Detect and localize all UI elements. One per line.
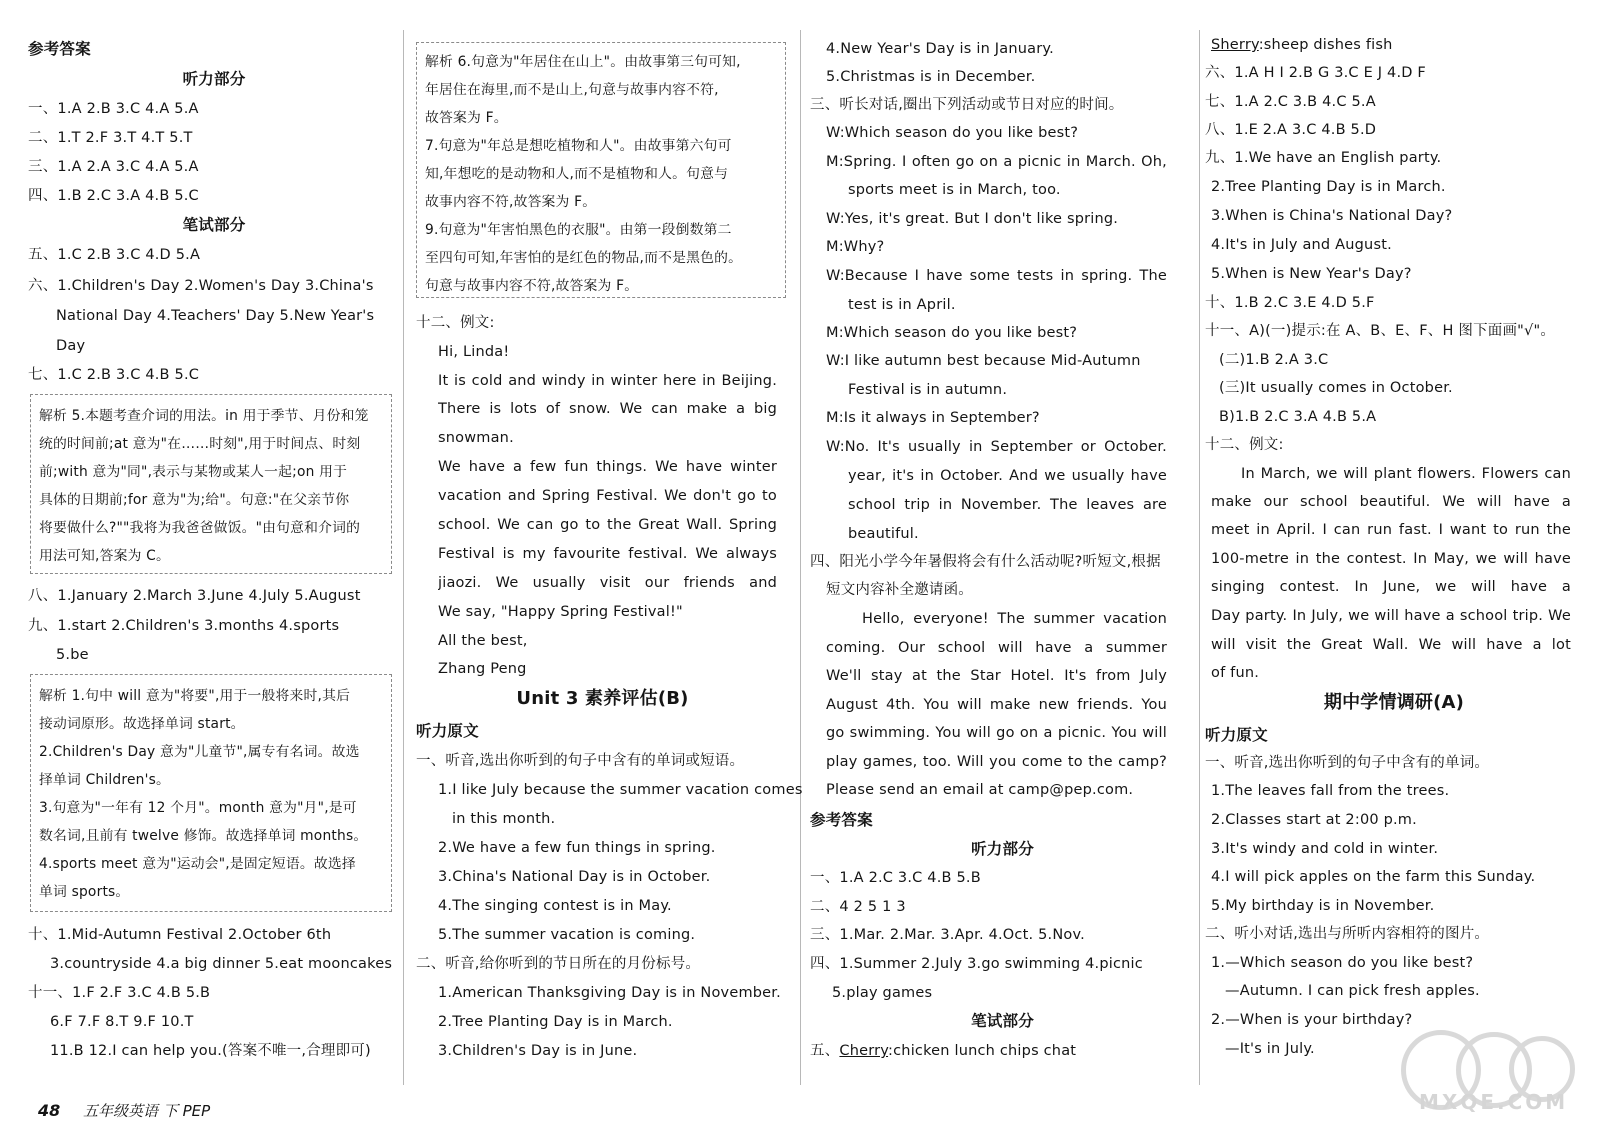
answer-line: 5.When is New Year's Day?: [1211, 266, 1412, 282]
answer-line: 十一、A)(一)提示:在 A、B、E、F、H 图下面画"√"。: [1205, 323, 1556, 339]
unit-title: Unit 3 素养评估(B): [516, 688, 689, 709]
odd-word: Cherry: [839, 1043, 889, 1059]
script-line: 3.It's windy and cold in winter.: [1211, 841, 1439, 857]
odd-word: Sherry: [1211, 37, 1259, 53]
essay-greeting: Hi, Linda!: [438, 344, 510, 360]
script-heading: 听力原文: [416, 722, 479, 740]
listening-heading: 听力部分: [182, 70, 246, 88]
dialog-line: M:Which season do you like best?: [826, 325, 1078, 341]
watermark-logo: [1401, 1030, 1569, 1114]
essay-line: meet in April. I can run fast. I want to run the: [1211, 522, 1571, 538]
passage-line: Please send an email at camp@pep.com.: [826, 782, 1134, 798]
analysis-line: 统的时间前;at 意为"在……时刻",用于时间点、时刻: [39, 436, 361, 452]
script-line: 2.—When is your birthday?: [1211, 1012, 1413, 1028]
essay-line: snowman.: [438, 430, 514, 446]
answer-line: 六、1.Children's Day 2.Women's Day 3.China's: [28, 278, 374, 294]
script-line: 4.I will pick apples on the farm this Sunday.: [1211, 869, 1536, 885]
dialog-line: school trip in November. The leaves are: [848, 497, 1167, 513]
listening-heading: 听力部分: [971, 840, 1034, 858]
dialog-line: W:No. It's usually in September or October.: [826, 439, 1167, 455]
script-line: 5.The summer vacation is coming.: [438, 927, 696, 943]
essay-label: 十二、例文:: [416, 315, 495, 331]
essay-line: There is lots of snow. We can make a big: [438, 401, 777, 417]
dialog-line: test is in April.: [848, 297, 956, 313]
answer-line: (三)It usually comes in October.: [1219, 380, 1453, 396]
answer-line: 三、1.Mar. 2.Mar. 3.Apr. 4.Oct. 5.Nov.: [810, 927, 1085, 943]
script-line: 1.The leaves fall from the trees.: [1211, 783, 1450, 799]
dialog-line: Festival is in autumn.: [848, 382, 1008, 398]
answer-line: B)1.B 2.C 3.A 4.B 5.A: [1219, 409, 1377, 425]
analysis-line: 解析 5.本题考查介词的用法。in 用于季节、月份和笼: [39, 408, 369, 424]
section-instruction: 二、听音,给你听到的节日所在的月份标号。: [416, 956, 701, 972]
answer-line: 4.It's in July and August.: [1211, 237, 1392, 253]
answer-line: National Day 4.Teachers' Day 5.New Year's: [56, 308, 375, 324]
column-divider: [403, 30, 404, 1085]
passage-line: coming. Our school will have a summer: [826, 640, 1167, 656]
script-line: 2.Classes start at 2:00 p.m.: [1211, 812, 1417, 828]
essay-line: We say, "Happy Spring Festival!": [438, 604, 683, 620]
analysis-line: 接动词原形。故选择单词 start。: [39, 716, 245, 732]
section-instruction: 二、听小对话,选出与所听内容相符的图片。: [1205, 926, 1490, 942]
analysis-line: 单词 sports。: [39, 884, 130, 900]
script-line: 5.Christmas is in December.: [826, 69, 1036, 85]
analysis-line: 知,年想吃的是动物和人,而不是植物和人。句意与: [425, 166, 729, 182]
analysis-line: 2.Children's Day 意为"儿童节",属专有名词。故选: [39, 744, 360, 760]
passage-line: go swimming. You will go on a picnic. You will: [826, 725, 1167, 741]
analysis-line: 3.句意为"一年有 12 个月"。month 意为"月",是可: [39, 800, 357, 816]
analysis-line: 具体的日期前;for 意为"为;给"。句意:"在父亲节你: [39, 492, 350, 508]
section-instruction: 短文内容补全邀请函。: [826, 582, 973, 598]
script-line: 1.I like July because the summer vacation comes: [438, 782, 803, 798]
essay-line: make our school beautiful. We will have a: [1211, 494, 1571, 510]
analysis-box: [30, 674, 392, 912]
column-divider: [1199, 30, 1200, 1085]
script-line: —Autumn. I can pick fresh apples.: [1225, 983, 1480, 999]
analysis-line: 故答案为 F。: [425, 110, 508, 126]
answer-line: Day: [56, 338, 86, 354]
answer-line: 八、1.E 2.A 3.C 4.B 5.D: [1205, 122, 1377, 138]
dialog-line: M:Spring. I often go on a picnic in March. Oh,: [826, 154, 1167, 170]
answer-line: (二)1.B 2.A 3.C: [1219, 352, 1329, 368]
word-list: :sheep dishes fish: [1258, 37, 1393, 53]
essay-line: We have a few fun things. We have winter: [438, 459, 777, 475]
answer-line: 十、1.B 2.C 3.E 4.D 5.F: [1205, 295, 1375, 311]
analysis-box: [416, 42, 786, 298]
dialog-line: M:Is it always in September?: [826, 410, 1040, 426]
answer-line: 七、1.A 2.C 3.B 4.C 5.A: [1205, 94, 1376, 110]
section-instruction: 一、听音,选出你听到的句子中含有的单词或短语。: [416, 753, 745, 769]
analysis-line: 解析 1.句中 will 意为"将要",用于一般将来时,其后: [39, 688, 351, 704]
script-line: in this month.: [452, 811, 556, 827]
answer-line: 3.When is China's National Day?: [1211, 208, 1453, 224]
section-instruction: 一、听音,选出你听到的句子中含有的单词。: [1205, 755, 1490, 771]
answer-line: 十、1.Mid-Autumn Festival 2.October 6th: [28, 927, 332, 943]
page-number: 48: [38, 1101, 61, 1120]
answer-line: 九、1.We have an English party.: [1205, 150, 1442, 166]
section-instruction: 三、听长对话,圈出下列活动或节日对应的时间。: [810, 97, 1124, 113]
dialog-line: W:Which season do you like best?: [826, 125, 1079, 141]
answer-line: 5.play games: [832, 985, 933, 1001]
answer-line: 二、4 2 5 1 3: [810, 899, 906, 915]
word-list: :chicken lunch chips chat: [888, 1043, 1077, 1059]
writing-heading: 笔试部分: [182, 216, 246, 234]
answer-line: 四、1.B 2.C 3.A 4.B 5.C: [28, 188, 199, 204]
answer-line: [810, 1042, 1195, 1060]
essay-line: jiaozi. We usually visit our friends and: [438, 575, 777, 591]
essay-line: singing contest. In June, we will have a: [1211, 579, 1571, 595]
script-line: 1.American Thanksgiving Day is in November.: [438, 985, 781, 1001]
dialog-line: beautiful.: [848, 526, 919, 542]
essay-line: In March, we will plant flowers. Flowers can: [1241, 466, 1571, 482]
essay-line: It is cold and windy in winter here in Beijing.: [438, 373, 777, 389]
dialog-line: W:Because I have some tests in spring. The: [826, 268, 1167, 284]
answer-line: 八、1.January 2.March 3.June 4.July 5.August: [28, 588, 361, 604]
dialog-line: W:I like autumn best because Mid-Autumn: [826, 353, 1141, 369]
analysis-line: 前;with 意为"同",表示与某物或某人一起;on 用于: [39, 464, 348, 480]
script-line: 3.China's National Day is in October.: [438, 869, 711, 885]
essay-line: will visit the Great Wall. We will have a lot: [1211, 637, 1571, 653]
script-line: 2.We have a few fun things in spring.: [438, 840, 716, 856]
essay-line: All the best,: [438, 633, 528, 649]
passage-line: Hello, everyone! The summer vacation: [862, 611, 1167, 627]
script-heading: 听力原文: [1205, 726, 1268, 744]
analysis-line: 解析 6.句意为"年居住在山上"。由故事第三句可知,: [425, 54, 741, 70]
script-line: 1.—Which season do you like best?: [1211, 955, 1474, 971]
essay-line: Day party. In July, we will have a school trip. We: [1211, 608, 1571, 624]
script-line: 5.My birthday is in November.: [1211, 898, 1435, 914]
script-line: 4.The singing contest is in May.: [438, 898, 672, 914]
answers-heading: 参考答案: [810, 811, 873, 829]
essay-line: Festival is my favourite festival. We always: [438, 546, 777, 562]
answer-line: 三、1.A 2.A 3.C 4.A 5.A: [28, 159, 199, 175]
passage-line: play games, too. Will you come to the camp?: [826, 754, 1167, 770]
answer-line: 六、1.A H I 2.B G 3.C E J 4.D F: [1205, 65, 1426, 81]
answer-line: 11.B 12.I can help you.(答案不唯一,合理即可): [50, 1043, 371, 1059]
analysis-line: 用法可知,答案为 C。: [39, 548, 170, 564]
essay-line: vacation and Spring Festival. We don't go to: [438, 488, 777, 504]
answer-line: 5.be: [56, 647, 89, 663]
analysis-line: 4.sports meet 意为"运动会",是固定短语。故选择: [39, 856, 356, 872]
section-number: 五、: [810, 1043, 840, 1059]
essay-line: of fun.: [1211, 665, 1260, 681]
analysis-line: 年居住在海里,而不是山上,句意与故事内容不符,: [425, 82, 719, 98]
dialog-line: M:Why?: [826, 239, 885, 255]
answer-line: 五、1.C 2.B 3.C 4.D 5.A: [28, 247, 201, 263]
writing-heading: 笔试部分: [971, 1012, 1034, 1030]
passage-line: August 4th. You will make new friends. You: [826, 697, 1167, 713]
essay-line: school. We can go to the Great Wall. Spring: [438, 517, 777, 533]
page-footer: [38, 1100, 210, 1121]
essay-signature: Zhang Peng: [438, 661, 527, 677]
analysis-line: 数名词,且前有 twelve 修饰。故选择单词 months。: [39, 828, 368, 844]
script-line: 3.Children's Day is in June.: [438, 1043, 638, 1059]
column-divider: [800, 30, 801, 1085]
answers-heading: 参考答案: [28, 40, 91, 58]
answer-line: 二、1.T 2.F 3.T 4.T 5.T: [28, 130, 193, 146]
script-line: 2.Tree Planting Day is in March.: [438, 1014, 673, 1030]
essay-label: 十二、例文:: [1205, 437, 1284, 453]
answer-line: 四、1.Summer 2.July 3.go swimming 4.picnic: [810, 956, 1143, 972]
dialog-line: sports meet is in March, too.: [848, 182, 1061, 198]
answer-line: [1211, 36, 1583, 54]
answer-line: 十一、1.F 2.F 3.C 4.B 5.B: [28, 985, 211, 1001]
answer-line: 七、1.C 2.B 3.C 4.B 5.C: [28, 367, 200, 383]
analysis-box: [30, 394, 392, 574]
answer-line: 6.F 7.F 8.T 9.F 10.T: [50, 1014, 194, 1030]
answer-line: 一、1.A 2.B 3.C 4.A 5.A: [28, 101, 199, 117]
section-instruction: 四、阳光小学今年暑假将会有什么活动呢?听短文,根据: [810, 554, 1161, 570]
analysis-line: 至四句可知,年害怕的是红色的物品,而不是黑色的。: [425, 250, 743, 266]
answer-line: 3.countryside 4.a big dinner 5.eat mooncakes: [50, 956, 393, 972]
script-line: 4.New Year's Day is in January.: [826, 41, 1054, 57]
answer-line: 一、1.A 2.C 3.C 4.B 5.B: [810, 870, 981, 886]
passage-line: We'll stay at the Star Hotel. It's from July: [826, 668, 1167, 684]
analysis-line: 9.句意为"年害怕黑色的衣服"。由第一段倒数第二: [425, 222, 732, 238]
watermark-text: MXQE.COM: [1419, 1090, 1569, 1114]
exam-title: 期中学情调研(A): [1323, 692, 1465, 713]
analysis-line: 择单词 Children's。: [39, 772, 170, 788]
answer-line: 2.Tree Planting Day is in March.: [1211, 179, 1446, 195]
dialog-line: year, it's in October. And we usually have: [848, 468, 1167, 484]
essay-line: 100-metre in the contest. In May, we will have: [1211, 551, 1571, 567]
analysis-line: 将要做什么?""我将为我爸爸做饭。"由句意和介词的: [39, 520, 361, 536]
analysis-line: 7.句意为"年总是想吃植物和人"。由故事第六句可: [425, 138, 732, 154]
analysis-line: 故事内容不符,故答案为 F。: [425, 194, 597, 210]
dialog-line: W:Yes, it's great. But I don't like spring.: [826, 211, 1119, 227]
analysis-line: 句意与故事内容不符,故答案为 F。: [425, 278, 639, 294]
answer-line: 九、1.start 2.Children's 3.months 4.sports: [28, 618, 340, 634]
book-label: 五年级英语 下 PEP: [83, 1102, 211, 1120]
script-line: —It's in July.: [1225, 1041, 1315, 1057]
